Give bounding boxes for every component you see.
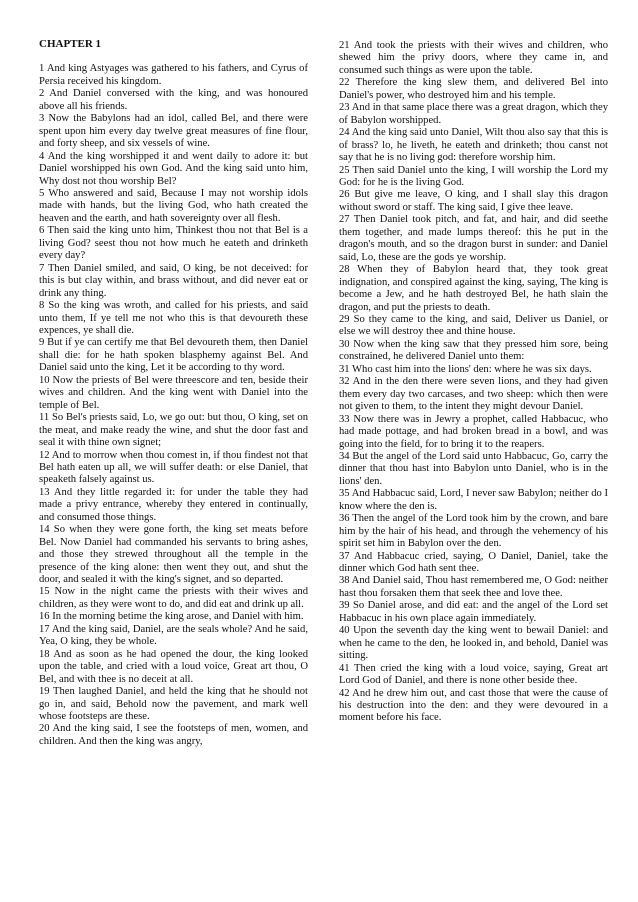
left-verse-list xyxy=(39,63,308,748)
verse: 32 And in the den there were seven lions, and they had given them every day two carcases, and two sheep: which then were not given to them, to the intent they might devour Daniel. xyxy=(339,376,608,413)
verse: 29 So they came to the king, and said, Deliver us Daniel, or else we will destroy thee and thine house. xyxy=(339,313,608,338)
verse: 7 Then Daniel smiled, and said, O king, be not deceived: for this is but clay within, and brass without, and did never eat or drink any thing. xyxy=(39,262,308,299)
verse: 34 But the angel of the Lord said unto Habbacuc, Go, carry the dinner that thou hast into Babylon unto Daniel, who is in the lions' den. xyxy=(339,450,608,487)
verse: 35 And Habbacuc said, Lord, I never saw Babylon; neither do I know where the den is. xyxy=(339,488,608,512)
verse: 36 Then the angel of the Lord took him by the crown, and bare him by the hair of his head, and through the vehemency of his spirit set him in Babylon over the den. xyxy=(339,513,608,550)
verse: 33 Now there was in Jewry a prophet, called Habbacuc, who had made pottage, and had broken bread in a bowl, and was going into the field, for to bring it to the reapers. xyxy=(339,413,608,450)
verse: 14 So when they were gone forth, the king set meats before Bel. Now Daniel had commanded his servants to bring ashes, and those they strewed throughout all the temple in the presence of the king alone: then went they out, and shut the door, and sealed it with the king's signet, and so departed. xyxy=(39,524,308,586)
verse: 6 Then said the king unto him, Thinkest thou not that Bel is a living God? seest thou not how much he eateth and drinketh every day? xyxy=(39,225,308,262)
verse: 22 Therefore the king slew them, and delivered Bel into Daniel's power, who destroyed him and his temple. xyxy=(339,77,608,101)
left-column xyxy=(39,38,308,748)
verse: 42 And he drew him out, and cast those that were the cause of his destruction into the den: and they were devoured in a moment before his face. xyxy=(339,687,608,724)
verse: 23 And in that same place there was a great dragon, which they of Babylon worshipped. xyxy=(339,102,608,126)
verse: 20 And the king said, I see the footsteps of men, women, and children. And then the king was angry, xyxy=(39,723,308,747)
verse: 13 And they little regarded it: for under the table they had made a privy entrance, whereby they entered in continually, and consumed those things. xyxy=(39,486,308,523)
verse: 4 And the king worshipped it and went daily to adore it: but Daniel worshipped his own God. And the king said unto him, Why dost not thou worship Bel? xyxy=(39,150,308,187)
verse: 41 Then cried the king with a loud voice, saying, Great art Lord God of Daniel, and there is none other beside thee. xyxy=(339,662,608,687)
verse: 1 And king Astyages was gathered to his fathers, and Cyrus of Persia received his kingdom. xyxy=(39,63,308,87)
verse: 18 And as soon as he had opened the dour, the king looked upon the table, and cried with a loud voice, Great art thou, O Bel, and with thee is no deceit at all. xyxy=(39,648,308,685)
verse: 30 Now when the king saw that they pressed him sore, being constrained, he delivered Daniel unto them: xyxy=(339,338,608,363)
verse: 3 Now the Babylons had an idol, called Bel, and there were spent upon him every day twelve great measures of fine flour, and forty sheep, and six vessels of wine. xyxy=(39,113,308,150)
verse: 15 Now in the night came the priests with their wives and children, as they were wont to do, and did eat and drink up all. xyxy=(39,586,308,610)
verse: 9 But if ye can certify me that Bel devoureth them, then Daniel shall die: for he hath spoken blasphemy against Bel. And Daniel said unto the king, Let it be according to thy word. xyxy=(39,337,308,374)
verse: 21 And took the priests with their wives and children, who shewed him the privy doors, where they came in, and consumed such things as were upon the table. xyxy=(339,40,608,76)
verse: 39 So Daniel arose, and did eat: and the angel of the Lord set Habbacuc in his own place again immediately. xyxy=(339,600,608,624)
verse: 16 In the morning betime the king arose, and Daniel with him. xyxy=(39,611,304,623)
verse: 38 And Daniel said, Thou hast remembered me, O God: neither hast thou forsaken them that seek thee and love thee. xyxy=(339,575,608,599)
verse: 28 When they of Babylon heard that, they took great indignation, and conspired against the king, saying, The king is become a Jew, and he hath destroyed Bel, he hath slain the dragon, and put the priests to death. xyxy=(339,264,608,313)
verse: 11 So Bel's priests said, Lo, we go out: but thou, O king, set on the meat, and make ready the wine, and shut the door fast and seal it with thine own signet; xyxy=(39,412,308,449)
verse: 26 But give me leave, O king, and I shall slay this dragon without sword or staff. The king said, I give thee leave. xyxy=(339,189,608,213)
verse: 19 Then laughed Daniel, and held the king that he should not go in, and said, Behold now the pavement, and mark well whose footsteps are these. xyxy=(39,686,308,723)
right-column xyxy=(339,40,608,748)
verse: 25 Then said Daniel unto the king, I will worship the Lord my God: for he is the living God. xyxy=(339,164,608,188)
chapter-title: CHAPTER 1 xyxy=(39,38,102,50)
verse: 5 Who answered and said, Because I may not worship idols made with hands, but the living God, who hath created the heaven and the earth, and hath sovereignty over all flesh. xyxy=(39,187,308,224)
verse: 27 Then Daniel took pitch, and fat, and hair, and did seethe them together, and made lumps thereof: this he put in the dragon's mouth, and so the dragon burst in sunder: and Daniel said, Lo, these are the gods ye worship. xyxy=(339,214,608,263)
verse: 2 And Daniel conversed with the king, and was honoured above all his friends. xyxy=(39,88,308,112)
verse: 24 And the king said unto Daniel, Wilt thou also say that this is of brass? lo, he liveth, he eateth and drinketh; thou canst not say that he is no living god: therefore worship him. xyxy=(339,127,608,164)
verse: 12 And to morrow when thou comest in, if thou findest not that Bel hath eaten up all, we will suffer death: or else Daniel, that speaketh falsely against us. xyxy=(39,449,308,486)
verse: 37 And Habbacuc cried, saying, O Daniel, Daniel, take the dinner which God hath sent thee. xyxy=(339,550,608,575)
verse: 31 Who cast him into the lions' den: where he was six days. xyxy=(339,363,592,375)
verse: 17 And the king said, Daniel, are the seals whole? And he said, Yea, O king, they be whole. xyxy=(39,623,308,648)
right-verse-list xyxy=(339,40,608,725)
verse: 10 Now the priests of Bel were threescore and ten, beside their wives and children. And the king went with Daniel into the temple of Bel. xyxy=(39,374,308,411)
verse: 8 So the king was wroth, and called for his priests, and said unto them, If ye tell me not who this is that devoureth these expences, ye shall die. xyxy=(39,300,308,336)
text-columns xyxy=(39,38,608,748)
verse: 40 Upon the seventh day the king went to bewail Daniel: and when he came to the den, he looked in, and behold, Daniel was sitting. xyxy=(339,625,608,662)
